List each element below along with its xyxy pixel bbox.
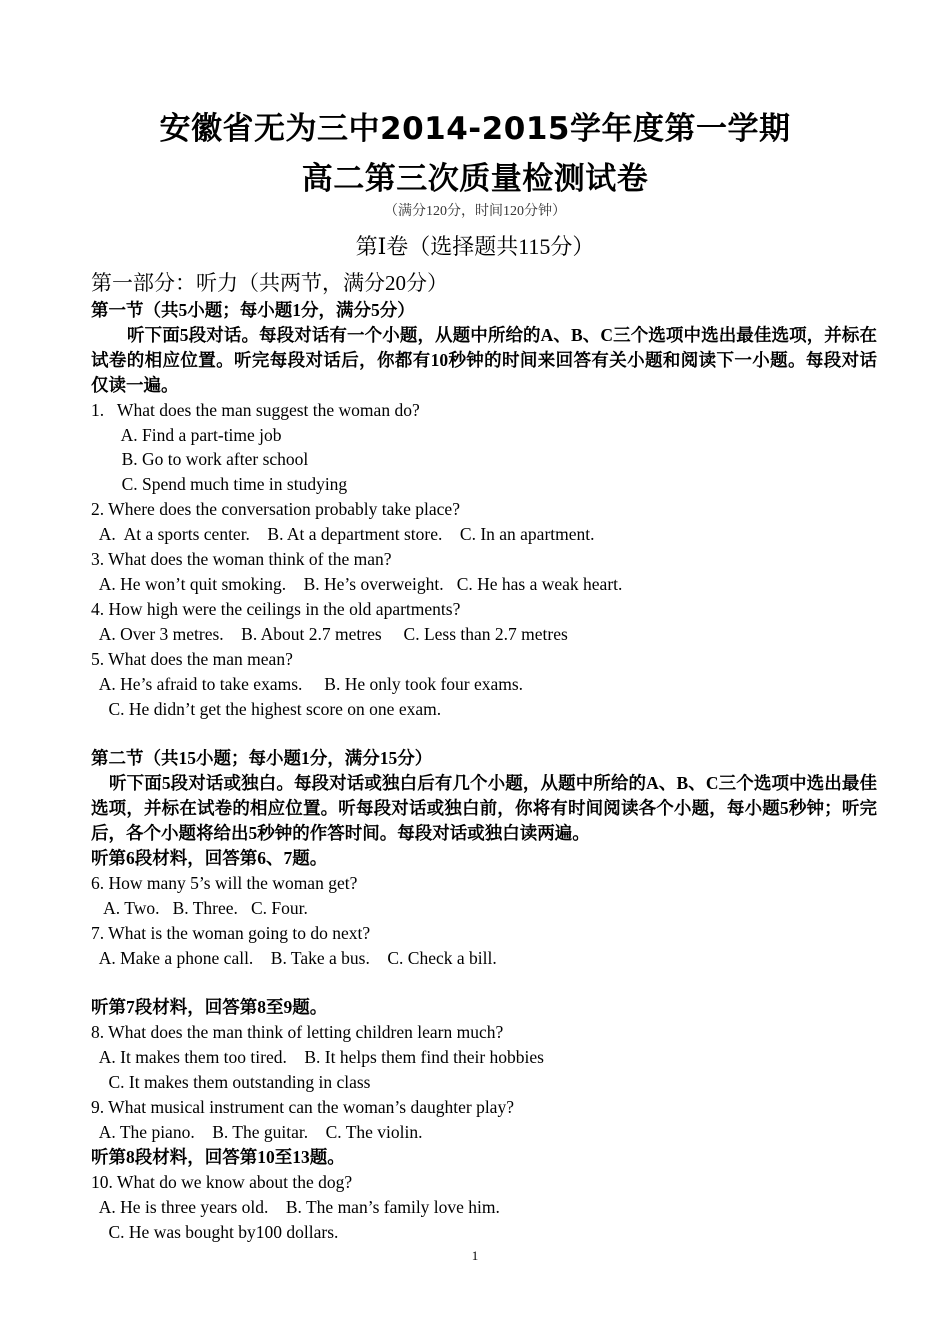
exam-title-line1: 安徽省无为三中2014-2015学年度第一学期 bbox=[159, 111, 791, 147]
section1-heading: 第一节（共5小题；每小题1分，满分5分） bbox=[91, 300, 415, 320]
question-line: 6. How many 5’s will the woman get? bbox=[91, 872, 358, 893]
material8-questions bbox=[91, 1170, 877, 1245]
question-line: 10. What do we know about the dog? bbox=[91, 1171, 353, 1192]
question-line: A. At a sports center. B. At a department store. C. In an apartment. bbox=[91, 524, 595, 545]
question-line: A. He is three years old. B. The man’s family love him. bbox=[91, 1196, 500, 1217]
section2-heading: 第二节（共15小题；每小题1分，满分15分） bbox=[91, 748, 433, 769]
question-line: C. He was bought by100 dollars. bbox=[91, 1221, 339, 1242]
question-line: 1. What does the man suggest the woman do? bbox=[91, 399, 420, 420]
section1-questions bbox=[91, 398, 877, 722]
material7-heading: 听第7段材料，回答第8至9题。 bbox=[91, 997, 328, 1018]
question-line: 7. What is the woman going to do next? bbox=[91, 922, 371, 943]
part1-heading: 第一部分：听力（共两节，满分20分） bbox=[91, 271, 448, 295]
question-line: B. Go to work after school bbox=[91, 449, 309, 470]
question-line: A. The piano. B. The guitar. C. The violin. bbox=[91, 1121, 423, 1142]
exam-subtitle: （满分120分，时间120分钟） bbox=[384, 204, 566, 219]
question-line: 4. How high were the ceilings in the old apartments? bbox=[91, 598, 461, 619]
material6-questions bbox=[91, 871, 877, 971]
question-line: A. Find a part-time job bbox=[91, 424, 282, 445]
question-line: C. Spend much time in studying bbox=[91, 474, 348, 495]
question-line: A. He’s afraid to take exams. B. He only took four exams. bbox=[91, 673, 524, 694]
volume-title: 第Ⅰ卷（选择题共115分） bbox=[355, 234, 595, 259]
question-line: A. Over 3 metres. B. About 2.7 metres C. Less than 2.7 metres bbox=[91, 623, 568, 644]
question-line: A. Two. B. Three. C. Four. bbox=[91, 897, 308, 918]
spacer bbox=[91, 970, 877, 995]
question-line: C. He didn’t get the highest score on one exam. bbox=[91, 698, 442, 719]
question-line: 3. What does the woman think of the man? bbox=[91, 549, 392, 570]
page-number: 1 bbox=[471, 1248, 479, 1263]
spacer bbox=[91, 721, 877, 746]
exam-title-line2: 高二第三次质量检测试卷 bbox=[301, 161, 649, 197]
section2-instructions: 听下面5段对话或独白。每段对话或独白后有几个小题，从题中所给的A、B、C三个选项中选出最佳选项，并标在试卷的相应位置。听每段对话或独白前，你将有时间阅读各个小题，每小题5秒钟；听完后，各个小题将给出5秒钟的作答时间。每段对话或独白读两遍。 bbox=[91, 773, 877, 844]
question-line: A. Make a phone call. B. Take a bus. C. Check a bill. bbox=[91, 947, 497, 968]
exam-body bbox=[91, 268, 877, 1244]
material7-questions bbox=[91, 1020, 877, 1145]
material6-heading: 听第6段材料，回答第6、7题。 bbox=[91, 847, 328, 868]
question-line: 8. What does the man think of letting children learn much? bbox=[91, 1022, 504, 1043]
question-line: 5. What does the man mean? bbox=[91, 648, 293, 669]
material8-heading: 听第8段材料，回答第10至13题。 bbox=[91, 1146, 345, 1167]
question-line: C. It makes them outstanding in class bbox=[91, 1072, 371, 1093]
section1-instructions: 听下面5段对话。每段对话有一个小题，从题中所给的A、B、C三个选项中选出最佳选项，并标在试卷的相应位置。听完每段对话后，你都有10秒钟的时间来回答有关小题和阅读下一小题。每段对话仅读一遍。 bbox=[91, 324, 877, 395]
question-line: 2. Where does the conversation probably take place? bbox=[91, 499, 460, 520]
question-line: 9. What musical instrument can the woman’s daughter play? bbox=[91, 1096, 514, 1117]
question-line: A. It makes them too tired. B. It helps them find their hobbies bbox=[91, 1047, 544, 1068]
question-line: A. He won’t quit smoking. B. He’s overweight. C. He has a weak heart. bbox=[91, 573, 623, 594]
